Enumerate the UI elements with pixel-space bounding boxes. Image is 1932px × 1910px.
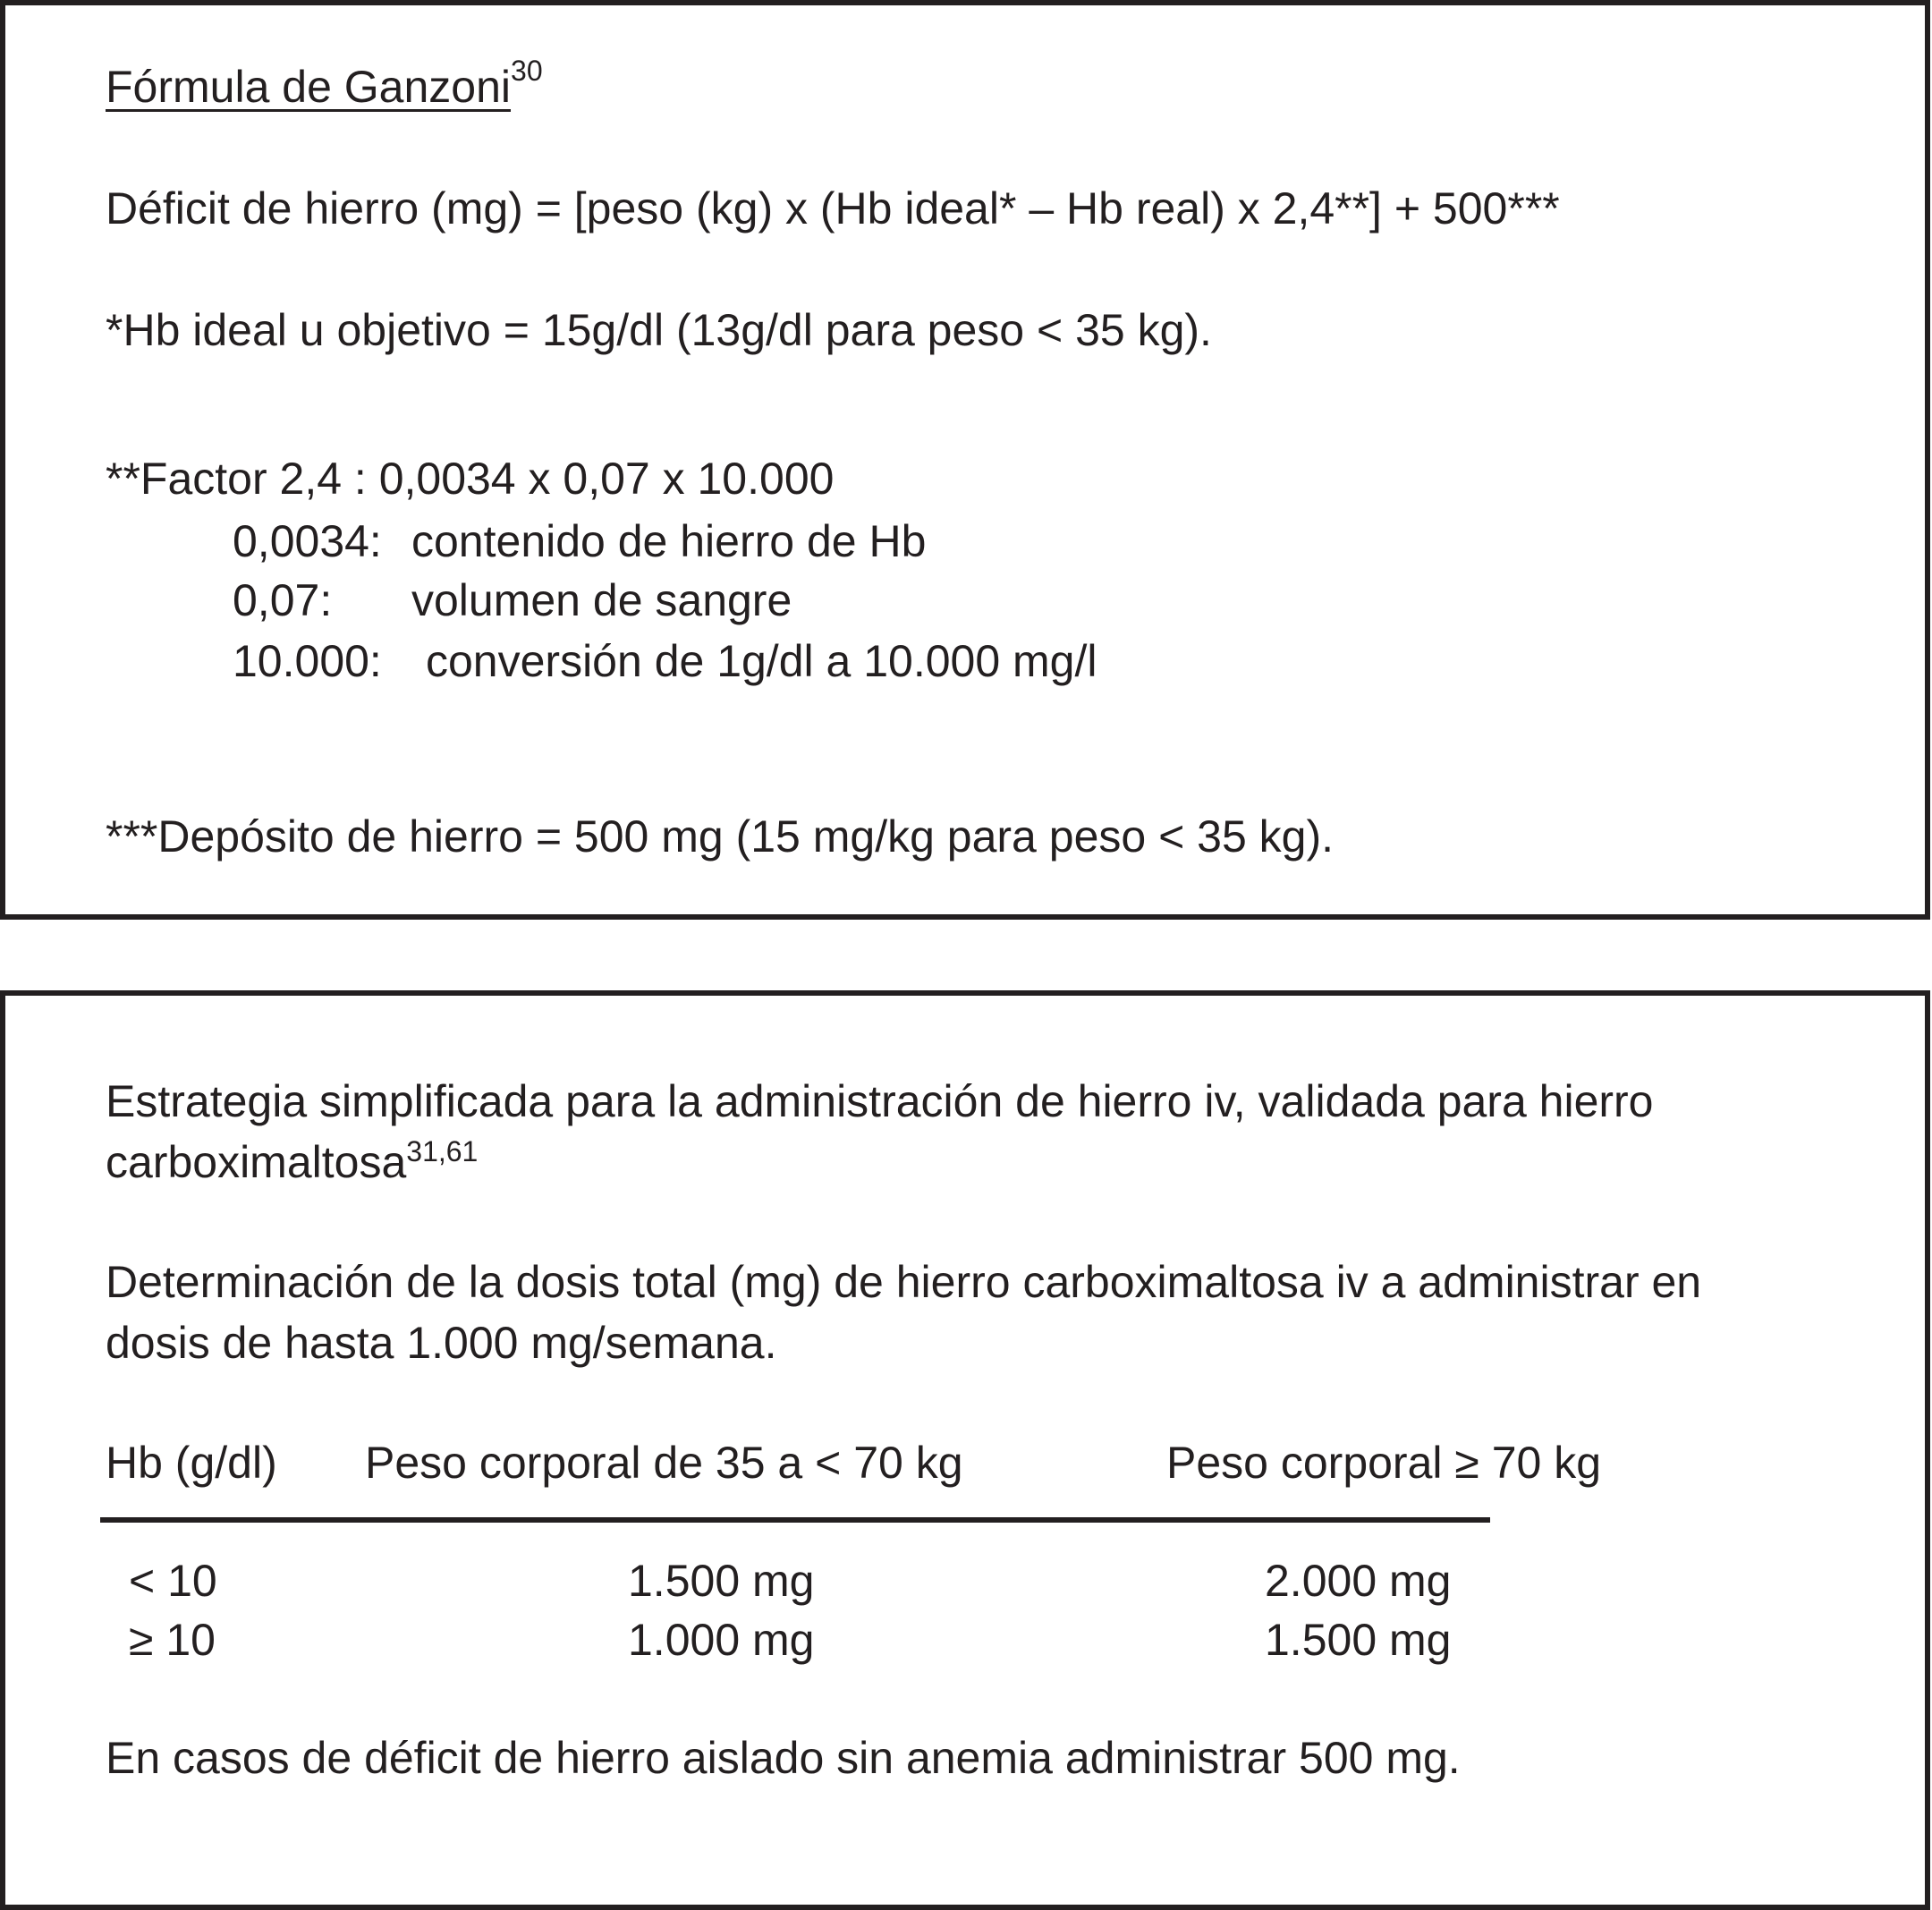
- factor-desc-conversion: conversión de 1g/dl a 10.000 mg/l: [426, 636, 1097, 686]
- strategy-title-line2: [106, 1135, 479, 1187]
- table-header-weight-70-plus: Peso corporal ≥ 70 kg: [1166, 1438, 1602, 1488]
- strategy-title-line1: Estrategia simplificada para la administración de hierro iv, validada para hierro: [106, 1076, 1654, 1126]
- ganzoni-note-hb-ideal: *Hb ideal u objetivo = 15g/dl (13g/dl para peso < 35 kg).: [106, 305, 1212, 355]
- table-row1-dose-70-plus: 2.000 mg: [1265, 1556, 1452, 1606]
- factor-term-conversion: 10.000:: [233, 636, 382, 686]
- factor-desc-hb-iron: contenido de hierro de Hb: [411, 516, 927, 566]
- ganzoni-title: [106, 55, 543, 112]
- strategy-title-reference: 31,61: [406, 1135, 479, 1167]
- ganzoni-note-iron-deposit: ***Depósito de hierro = 500 mg (15 mg/kg para peso < 35 kg).: [106, 811, 1335, 862]
- ganzoni-formula: Déficit de hierro (mg) = [peso (kg) x (Hb ideal* – Hb real) x 2,4**] + 500***: [106, 183, 1560, 233]
- table-row1-hb: < 10: [129, 1556, 217, 1606]
- table-header-rule: [100, 1517, 1490, 1523]
- ganzoni-title-reference: 30: [511, 55, 543, 87]
- factor-desc-blood-volume: volumen de sangre: [411, 575, 792, 625]
- ganzoni-note-factor: **Factor 2,4 : 0,0034 x 0,07 x 10.000: [106, 454, 835, 504]
- strategy-dose-line1: Determinación de la dosis total (mg) de hierro carboximaltosa iv a administrar en: [106, 1257, 1702, 1307]
- strategy-footer-note: En casos de déficit de hierro aislado sin anemia administrar 500 mg.: [106, 1733, 1461, 1783]
- ganzoni-title-text: Fórmula de Ganzoni: [106, 62, 512, 112]
- table-row2-dose-35-70: 1.000 mg: [628, 1615, 815, 1665]
- strategy-title-text: carboximaltosa: [106, 1137, 407, 1187]
- table-row2-hb: ≥ 10: [129, 1615, 216, 1665]
- strategy-dose-line2: dosis de hasta 1.000 mg/semana.: [106, 1318, 777, 1368]
- factor-term-hb-iron: 0,0034:: [233, 516, 382, 566]
- table-row2-dose-70-plus: 1.500 mg: [1265, 1615, 1452, 1665]
- table-row1-dose-35-70: 1.500 mg: [628, 1556, 815, 1606]
- table-header-weight-35-70: Peso corporal de 35 a < 70 kg: [365, 1438, 963, 1488]
- factor-term-blood-volume: 0,07:: [233, 575, 333, 625]
- table-header-hb: Hb (g/dl): [106, 1438, 277, 1488]
